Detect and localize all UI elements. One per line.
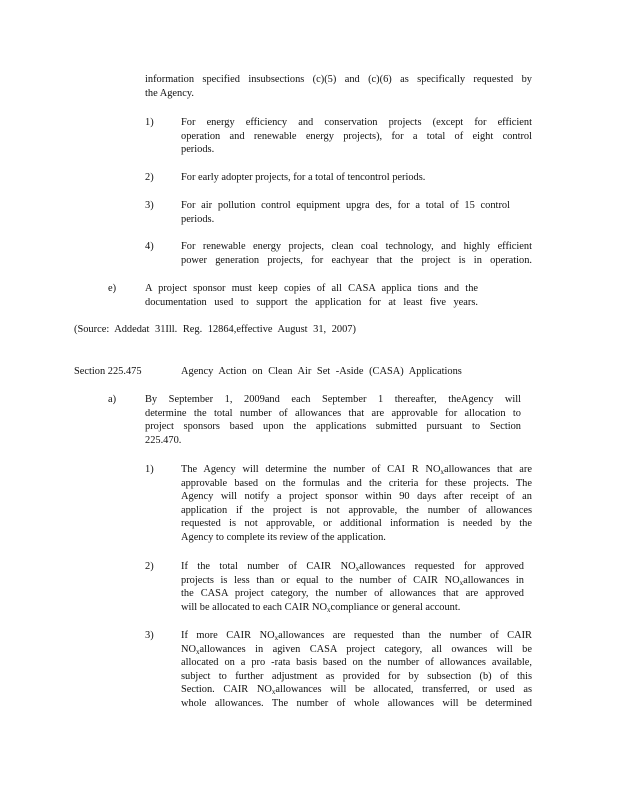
list-label: 1) [145,464,154,475]
text-line: For early adopter projects, for a total of tencontrol periods. [181,172,426,183]
list-label: 4) [145,241,154,252]
text-line: For renewable energy projects, clean coal technology, and highly efficient [181,241,532,252]
subscript: x [327,605,331,614]
text-fragment: NO [181,643,197,655]
text-line: periods. [181,144,215,156]
section-number: Section 225.475 [74,366,142,377]
text-fragment: If the total number of CAIR NO [181,561,356,572]
text-line: A project sponsor must keep copies of all CASA applica tions and the [145,283,478,294]
text-fragment: Section. CAIR NO [181,684,272,696]
text-line: 225.470. [145,434,182,446]
text-line: allocated on a pro -rata basis based on the number of allowances available, [181,657,532,669]
source-note: (Source: Addedat 31Ill. Reg. 12864,effective August 31, 2007) [74,324,356,335]
list-item [181,629,532,711]
subscript: x [271,688,276,697]
text-fragment: will be allocated to each CAIR NO [181,601,328,613]
text-line: the CASA project category, the number of allowances that are approved [181,588,524,600]
text-line: operation and renewable energy projects), for a total of eight control [181,130,532,142]
text-line: For energy efficiency and conservation projects (except for efficient [181,117,532,128]
subscript: x [274,634,279,642]
text-line: Agency will notify a project sponsor within 90 days after receipt of an [181,491,532,503]
list-label: 3) [145,200,154,211]
text-fragment: The Agency will determine the number of CAI R NO [181,464,441,475]
text-line: requested is not approvable, or additional information is needed by the [181,518,532,530]
list-label: 2) [145,561,154,572]
list-item [181,560,524,614]
list-item [181,240,532,267]
subscript: x [355,565,360,573]
text-fragment: projects is less than or equal to the number of CAIR NO [181,574,460,586]
section-title: Agency Action on Clean Air Set -Aside (CASA) Applications [181,366,462,377]
subscript: x [440,468,445,476]
text-fragment: allowances will be allocated, transferred, or used as [275,684,532,696]
text-line: periods. [181,213,215,225]
list-item [181,463,532,545]
text-line: power generation projects, for eachyear that the project is in operation. [181,254,532,266]
subscript: x [459,578,464,587]
text-fragment: allowances are requested than the number of CAIR [278,630,532,641]
text-line: the Agency. [145,87,194,99]
list-label: 3) [145,630,154,641]
text-line: For air pollution control equipment upgra des, for a total of 15 control [181,200,510,211]
list-label: 2) [145,172,154,183]
list-item [181,116,532,157]
text-line: By September 1, 2009and each September 1 thereafter, theAgency will [145,394,521,405]
text-line: approvable based on the formulas and the criteria for these projects. The [181,477,532,489]
text-fragment: compliance or general account. [330,601,461,613]
text-fragment: allowances requested for approved [359,561,524,572]
text-fragment: allowances in agiven CASA project category, all owances will be [199,643,532,655]
text-fragment: If more CAIR NO [181,630,275,641]
text-fragment: allowances that are [444,464,532,475]
text-line: information specified insubsections (c)(5) and (c)(6) as specifically requested by [145,74,532,85]
list-item [181,171,532,185]
list-label: a) [108,394,117,405]
list-label: e) [108,283,117,294]
text-fragment: allowances in [463,574,524,586]
list-item [145,282,478,309]
text-line: documentation used to support the application for at least five years. [145,296,478,308]
text-line: Agency to complete its review of the application. [181,531,386,543]
text-line: application if the project is not approvable, the number of allowances [181,504,532,516]
list-label: 1) [145,117,154,128]
list-item [145,393,521,447]
subscript: x [196,647,200,656]
text-line: determine the total number of allowances that are approvable for allocation to [145,407,521,419]
list-item [181,199,510,226]
text-line: subject to further adjustment as provided for by subsection (b) of this [181,670,532,682]
intro-paragraph [145,73,532,100]
text-line: project sponsors based upon the applications submitted pursuant to Section [145,421,521,433]
text-line: whole allowances. The number of whole allowances will be determined [181,697,532,709]
